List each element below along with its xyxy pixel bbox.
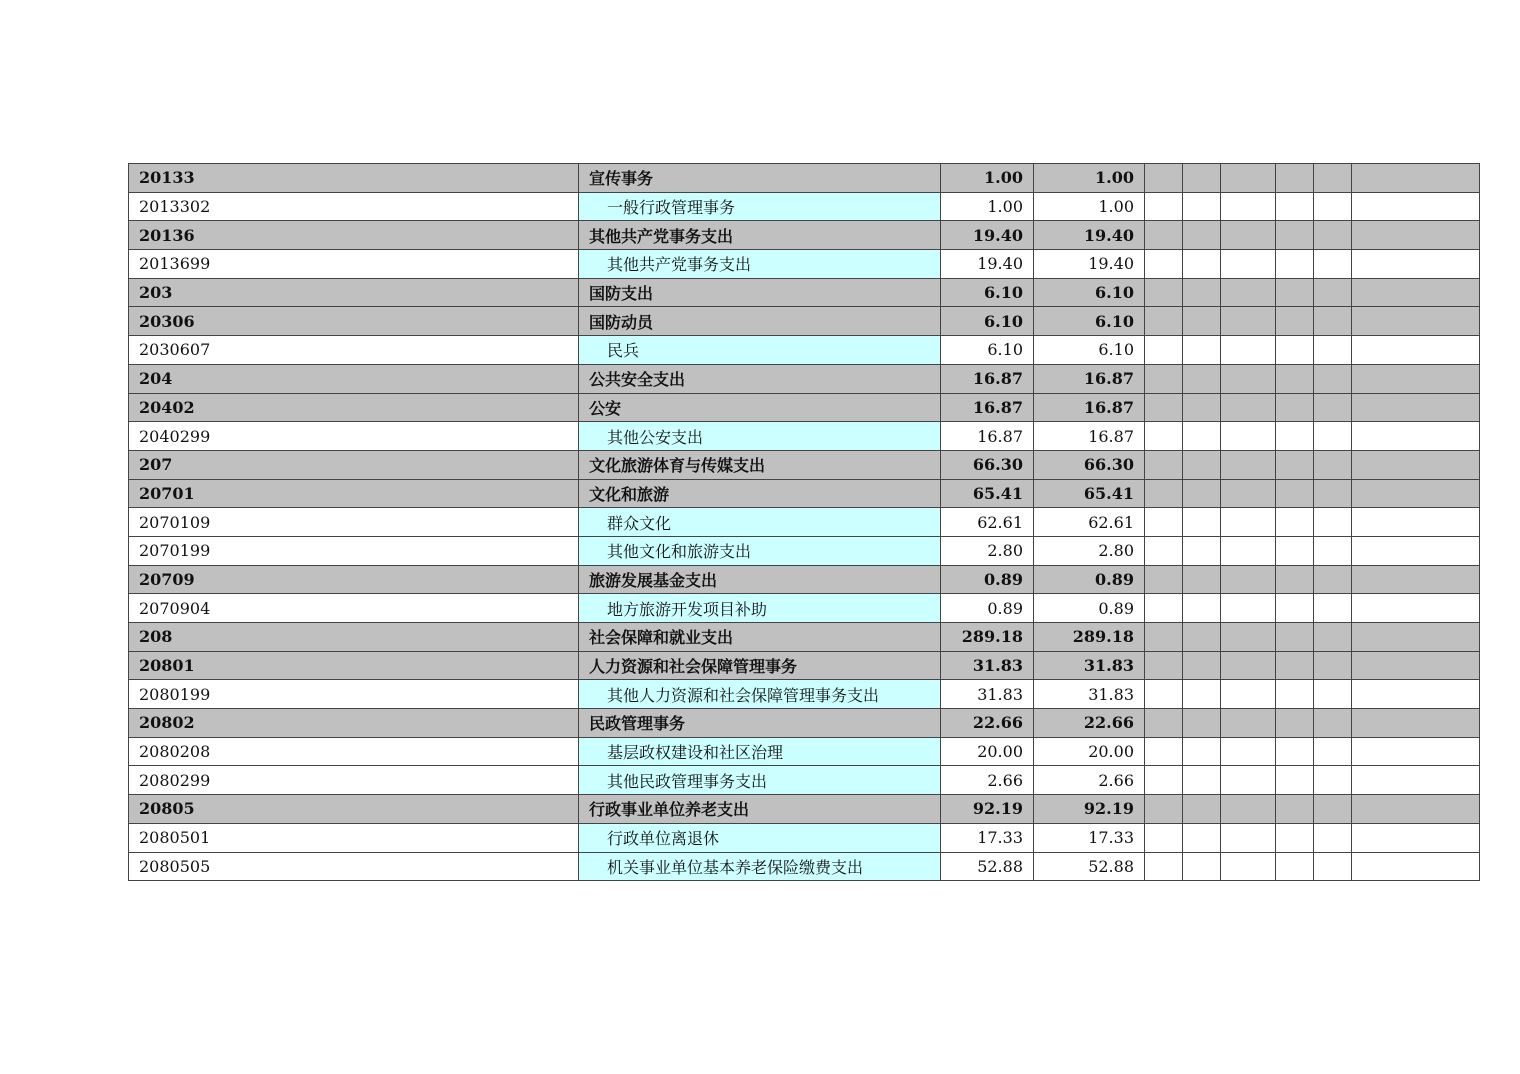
- subject-name-cell: 文化旅游体育与传媒支出: [579, 450, 941, 479]
- amount-basic-cell: 6.10: [1034, 336, 1145, 365]
- empty-cell: [1183, 164, 1221, 193]
- empty-cell: [1183, 508, 1221, 537]
- empty-cell: [1145, 278, 1183, 307]
- subject-code-cell: 2080199: [129, 680, 579, 709]
- table-row-summary: [129, 364, 1480, 393]
- empty-cell: [1183, 680, 1221, 709]
- subject-code-cell: 20801: [129, 651, 579, 680]
- table-body: [129, 164, 1480, 881]
- amount-basic-cell: 19.40: [1034, 221, 1145, 250]
- empty-cell: [1145, 594, 1183, 623]
- table-row-detail: [129, 680, 1480, 709]
- empty-cell: [1314, 508, 1352, 537]
- table-row-summary: [129, 651, 1480, 680]
- empty-cell: [1183, 250, 1221, 279]
- subject-name-cell: 公共安全支出: [579, 364, 941, 393]
- empty-cell: [1221, 737, 1276, 766]
- empty-cell: [1276, 852, 1314, 881]
- subject-code-cell: 20802: [129, 709, 579, 738]
- empty-cell: [1221, 422, 1276, 451]
- subject-code-cell: 2080299: [129, 766, 579, 795]
- empty-cell: [1221, 479, 1276, 508]
- subject-name-cell: 其他民政管理事务支出: [579, 766, 941, 795]
- amount-basic-cell: 65.41: [1034, 479, 1145, 508]
- amount-basic-cell: 19.40: [1034, 250, 1145, 279]
- empty-cell: [1183, 393, 1221, 422]
- subject-code-cell: 20805: [129, 795, 579, 824]
- table-row-detail: [129, 422, 1480, 451]
- amount-total-cell: 52.88: [941, 852, 1034, 881]
- empty-cell: [1221, 565, 1276, 594]
- empty-cell: [1276, 221, 1314, 250]
- empty-cell: [1183, 278, 1221, 307]
- amount-total-cell: 19.40: [941, 221, 1034, 250]
- table-row-detail: [129, 508, 1480, 537]
- empty-cell: [1352, 450, 1480, 479]
- empty-cell: [1183, 823, 1221, 852]
- empty-cell: [1183, 364, 1221, 393]
- empty-cell: [1145, 651, 1183, 680]
- subject-code-cell: 20709: [129, 565, 579, 594]
- amount-total-cell: 66.30: [941, 450, 1034, 479]
- empty-cell: [1221, 594, 1276, 623]
- empty-cell: [1276, 508, 1314, 537]
- subject-code-cell: 2070109: [129, 508, 579, 537]
- amount-total-cell: 2.66: [941, 766, 1034, 795]
- empty-cell: [1314, 623, 1352, 652]
- empty-cell: [1276, 250, 1314, 279]
- table-row-summary: [129, 623, 1480, 652]
- empty-cell: [1183, 336, 1221, 365]
- empty-cell: [1276, 823, 1314, 852]
- amount-basic-cell: 52.88: [1034, 852, 1145, 881]
- empty-cell: [1276, 336, 1314, 365]
- amount-total-cell: 17.33: [941, 823, 1034, 852]
- subject-code-cell: 207: [129, 450, 579, 479]
- empty-cell: [1352, 192, 1480, 221]
- subject-name-cell: 公安: [579, 393, 941, 422]
- empty-cell: [1221, 536, 1276, 565]
- empty-cell: [1276, 192, 1314, 221]
- empty-cell: [1221, 221, 1276, 250]
- subject-name-cell: 基层政权建设和社区治理: [579, 737, 941, 766]
- empty-cell: [1145, 364, 1183, 393]
- table-row-detail: [129, 536, 1480, 565]
- amount-basic-cell: 17.33: [1034, 823, 1145, 852]
- amount-basic-cell: 2.80: [1034, 536, 1145, 565]
- empty-cell: [1352, 709, 1480, 738]
- empty-cell: [1221, 823, 1276, 852]
- empty-cell: [1183, 852, 1221, 881]
- empty-cell: [1183, 737, 1221, 766]
- empty-cell: [1314, 192, 1352, 221]
- empty-cell: [1183, 450, 1221, 479]
- empty-cell: [1145, 536, 1183, 565]
- subject-name-cell: 旅游发展基金支出: [579, 565, 941, 594]
- empty-cell: [1221, 680, 1276, 709]
- subject-name-cell: 群众文化: [579, 508, 941, 537]
- empty-cell: [1145, 422, 1183, 451]
- subject-name-cell: 人力资源和社会保障管理事务: [579, 651, 941, 680]
- subject-code-cell: 2080505: [129, 852, 579, 881]
- empty-cell: [1183, 795, 1221, 824]
- empty-cell: [1352, 737, 1480, 766]
- empty-cell: [1314, 250, 1352, 279]
- table-row-detail: [129, 250, 1480, 279]
- empty-cell: [1276, 307, 1314, 336]
- empty-cell: [1221, 364, 1276, 393]
- empty-cell: [1314, 164, 1352, 193]
- empty-cell: [1221, 852, 1276, 881]
- subject-name-cell: 宣传事务: [579, 164, 941, 193]
- table-row-summary: [129, 795, 1480, 824]
- subject-code-cell: 204: [129, 364, 579, 393]
- empty-cell: [1352, 307, 1480, 336]
- empty-cell: [1183, 221, 1221, 250]
- amount-basic-cell: 2.66: [1034, 766, 1145, 795]
- empty-cell: [1314, 479, 1352, 508]
- subject-name-cell: 行政单位离退休: [579, 823, 941, 852]
- empty-cell: [1314, 737, 1352, 766]
- empty-cell: [1352, 336, 1480, 365]
- subject-code-cell: 2080501: [129, 823, 579, 852]
- empty-cell: [1221, 307, 1276, 336]
- amount-basic-cell: 1.00: [1034, 192, 1145, 221]
- subject-code-cell: 20306: [129, 307, 579, 336]
- subject-code-cell: 208: [129, 623, 579, 652]
- empty-cell: [1352, 221, 1480, 250]
- empty-cell: [1145, 479, 1183, 508]
- subject-name-cell: 行政事业单位养老支出: [579, 795, 941, 824]
- empty-cell: [1314, 565, 1352, 594]
- empty-cell: [1352, 594, 1480, 623]
- empty-cell: [1314, 393, 1352, 422]
- amount-total-cell: 20.00: [941, 737, 1034, 766]
- table-row-summary: [129, 307, 1480, 336]
- empty-cell: [1221, 278, 1276, 307]
- amount-total-cell: 6.10: [941, 278, 1034, 307]
- empty-cell: [1145, 450, 1183, 479]
- empty-cell: [1352, 250, 1480, 279]
- table-row-detail: [129, 766, 1480, 795]
- empty-cell: [1183, 766, 1221, 795]
- subject-code-cell: 2013302: [129, 192, 579, 221]
- empty-cell: [1314, 651, 1352, 680]
- amount-total-cell: 6.10: [941, 307, 1034, 336]
- empty-cell: [1183, 651, 1221, 680]
- empty-cell: [1314, 336, 1352, 365]
- amount-basic-cell: 16.87: [1034, 393, 1145, 422]
- amount-total-cell: 19.40: [941, 250, 1034, 279]
- amount-total-cell: 289.18: [941, 623, 1034, 652]
- empty-cell: [1352, 479, 1480, 508]
- subject-name-cell: 其他公安支出: [579, 422, 941, 451]
- subject-name-cell: 其他人力资源和社会保障管理事务支出: [579, 680, 941, 709]
- empty-cell: [1352, 795, 1480, 824]
- empty-cell: [1352, 680, 1480, 709]
- subject-code-cell: 203: [129, 278, 579, 307]
- amount-basic-cell: 6.10: [1034, 278, 1145, 307]
- empty-cell: [1145, 307, 1183, 336]
- subject-name-cell: 民兵: [579, 336, 941, 365]
- empty-cell: [1352, 651, 1480, 680]
- empty-cell: [1276, 164, 1314, 193]
- empty-cell: [1145, 709, 1183, 738]
- empty-cell: [1352, 422, 1480, 451]
- empty-cell: [1314, 221, 1352, 250]
- amount-total-cell: 1.00: [941, 192, 1034, 221]
- empty-cell: [1145, 393, 1183, 422]
- table-row-summary: [129, 164, 1480, 193]
- subject-name-cell: 一般行政管理事务: [579, 192, 941, 221]
- empty-cell: [1145, 508, 1183, 537]
- amount-basic-cell: 6.10: [1034, 307, 1145, 336]
- empty-cell: [1276, 623, 1314, 652]
- empty-cell: [1183, 623, 1221, 652]
- amount-basic-cell: 1.00: [1034, 164, 1145, 193]
- table-row-detail: [129, 594, 1480, 623]
- empty-cell: [1276, 565, 1314, 594]
- empty-cell: [1276, 393, 1314, 422]
- amount-basic-cell: 22.66: [1034, 709, 1145, 738]
- empty-cell: [1352, 278, 1480, 307]
- table-row-detail: [129, 823, 1480, 852]
- empty-cell: [1183, 536, 1221, 565]
- empty-cell: [1314, 795, 1352, 824]
- empty-cell: [1145, 680, 1183, 709]
- amount-total-cell: 65.41: [941, 479, 1034, 508]
- table-row-detail: [129, 336, 1480, 365]
- subject-code-cell: 2080208: [129, 737, 579, 766]
- empty-cell: [1352, 393, 1480, 422]
- empty-cell: [1276, 651, 1314, 680]
- empty-cell: [1314, 536, 1352, 565]
- table-row-detail: [129, 852, 1480, 881]
- empty-cell: [1276, 709, 1314, 738]
- empty-cell: [1145, 795, 1183, 824]
- subject-code-cell: 2030607: [129, 336, 579, 365]
- empty-cell: [1276, 278, 1314, 307]
- empty-cell: [1221, 651, 1276, 680]
- empty-cell: [1352, 852, 1480, 881]
- empty-cell: [1145, 164, 1183, 193]
- amount-total-cell: 16.87: [941, 422, 1034, 451]
- subject-name-cell: 其他文化和旅游支出: [579, 536, 941, 565]
- empty-cell: [1145, 737, 1183, 766]
- amount-basic-cell: 0.89: [1034, 594, 1145, 623]
- empty-cell: [1314, 422, 1352, 451]
- amount-total-cell: 92.19: [941, 795, 1034, 824]
- subject-name-cell: 民政管理事务: [579, 709, 941, 738]
- empty-cell: [1183, 565, 1221, 594]
- empty-cell: [1352, 766, 1480, 795]
- table-row-detail: [129, 737, 1480, 766]
- empty-cell: [1314, 852, 1352, 881]
- empty-cell: [1276, 479, 1314, 508]
- empty-cell: [1183, 192, 1221, 221]
- empty-cell: [1276, 422, 1314, 451]
- empty-cell: [1352, 823, 1480, 852]
- empty-cell: [1276, 450, 1314, 479]
- subject-code-cell: 20136: [129, 221, 579, 250]
- empty-cell: [1276, 680, 1314, 709]
- empty-cell: [1221, 393, 1276, 422]
- empty-cell: [1314, 450, 1352, 479]
- empty-cell: [1145, 336, 1183, 365]
- subject-name-cell: 国防支出: [579, 278, 941, 307]
- subject-code-cell: 2070904: [129, 594, 579, 623]
- empty-cell: [1145, 766, 1183, 795]
- empty-cell: [1221, 336, 1276, 365]
- amount-basic-cell: 31.83: [1034, 651, 1145, 680]
- empty-cell: [1314, 278, 1352, 307]
- amount-basic-cell: 0.89: [1034, 565, 1145, 594]
- amount-total-cell: 31.83: [941, 680, 1034, 709]
- empty-cell: [1145, 250, 1183, 279]
- amount-total-cell: 31.83: [941, 651, 1034, 680]
- empty-cell: [1314, 766, 1352, 795]
- empty-cell: [1276, 364, 1314, 393]
- amount-total-cell: 2.80: [941, 536, 1034, 565]
- table-row-summary: [129, 393, 1480, 422]
- empty-cell: [1183, 479, 1221, 508]
- subject-name-cell: 社会保障和就业支出: [579, 623, 941, 652]
- amount-total-cell: 6.10: [941, 336, 1034, 365]
- empty-cell: [1145, 823, 1183, 852]
- empty-cell: [1352, 364, 1480, 393]
- empty-cell: [1352, 623, 1480, 652]
- subject-name-cell: 其他共产党事务支出: [579, 221, 941, 250]
- amount-total-cell: 22.66: [941, 709, 1034, 738]
- amount-total-cell: 0.89: [941, 565, 1034, 594]
- amount-basic-cell: 289.18: [1034, 623, 1145, 652]
- subject-code-cell: 2070199: [129, 536, 579, 565]
- empty-cell: [1145, 565, 1183, 594]
- amount-total-cell: 62.61: [941, 508, 1034, 537]
- empty-cell: [1221, 623, 1276, 652]
- empty-cell: [1145, 852, 1183, 881]
- subject-code-cell: 2013699: [129, 250, 579, 279]
- empty-cell: [1276, 594, 1314, 623]
- amount-basic-cell: 66.30: [1034, 450, 1145, 479]
- amount-total-cell: 0.89: [941, 594, 1034, 623]
- empty-cell: [1145, 623, 1183, 652]
- empty-cell: [1221, 709, 1276, 738]
- table-row-summary: [129, 709, 1480, 738]
- table-row-summary: [129, 278, 1480, 307]
- empty-cell: [1221, 766, 1276, 795]
- empty-cell: [1183, 307, 1221, 336]
- amount-basic-cell: 16.87: [1034, 422, 1145, 451]
- amount-total-cell: 1.00: [941, 164, 1034, 193]
- amount-basic-cell: 92.19: [1034, 795, 1145, 824]
- empty-cell: [1352, 565, 1480, 594]
- subject-code-cell: 20133: [129, 164, 579, 193]
- empty-cell: [1221, 450, 1276, 479]
- amount-total-cell: 16.87: [941, 364, 1034, 393]
- amount-total-cell: 16.87: [941, 393, 1034, 422]
- empty-cell: [1352, 536, 1480, 565]
- empty-cell: [1314, 709, 1352, 738]
- table-row-summary: [129, 565, 1480, 594]
- subject-name-cell: 文化和旅游: [579, 479, 941, 508]
- subject-code-cell: 20701: [129, 479, 579, 508]
- empty-cell: [1352, 164, 1480, 193]
- subject-code-cell: 20402: [129, 393, 579, 422]
- empty-cell: [1314, 823, 1352, 852]
- empty-cell: [1314, 307, 1352, 336]
- table-row-summary: [129, 479, 1480, 508]
- amount-basic-cell: 62.61: [1034, 508, 1145, 537]
- subject-name-cell: 地方旅游开发项目补助: [579, 594, 941, 623]
- empty-cell: [1314, 594, 1352, 623]
- table-row-detail: [129, 192, 1480, 221]
- empty-cell: [1221, 250, 1276, 279]
- empty-cell: [1276, 737, 1314, 766]
- amount-basic-cell: 16.87: [1034, 364, 1145, 393]
- empty-cell: [1145, 192, 1183, 221]
- empty-cell: [1276, 766, 1314, 795]
- subject-name-cell: 国防动员: [579, 307, 941, 336]
- subject-code-cell: 2040299: [129, 422, 579, 451]
- empty-cell: [1145, 221, 1183, 250]
- amount-basic-cell: 20.00: [1034, 737, 1145, 766]
- empty-cell: [1221, 795, 1276, 824]
- amount-basic-cell: 31.83: [1034, 680, 1145, 709]
- table-row-summary: [129, 221, 1480, 250]
- empty-cell: [1276, 536, 1314, 565]
- empty-cell: [1352, 508, 1480, 537]
- table-row-summary: [129, 450, 1480, 479]
- empty-cell: [1276, 795, 1314, 824]
- expenditure-table: [128, 163, 1480, 881]
- empty-cell: [1183, 422, 1221, 451]
- subject-name-cell: 机关事业单位基本养老保险缴费支出: [579, 852, 941, 881]
- empty-cell: [1221, 508, 1276, 537]
- subject-name-cell: 其他共产党事务支出: [579, 250, 941, 279]
- empty-cell: [1221, 192, 1276, 221]
- empty-cell: [1183, 709, 1221, 738]
- empty-cell: [1221, 164, 1276, 193]
- empty-cell: [1314, 364, 1352, 393]
- empty-cell: [1183, 594, 1221, 623]
- empty-cell: [1314, 680, 1352, 709]
